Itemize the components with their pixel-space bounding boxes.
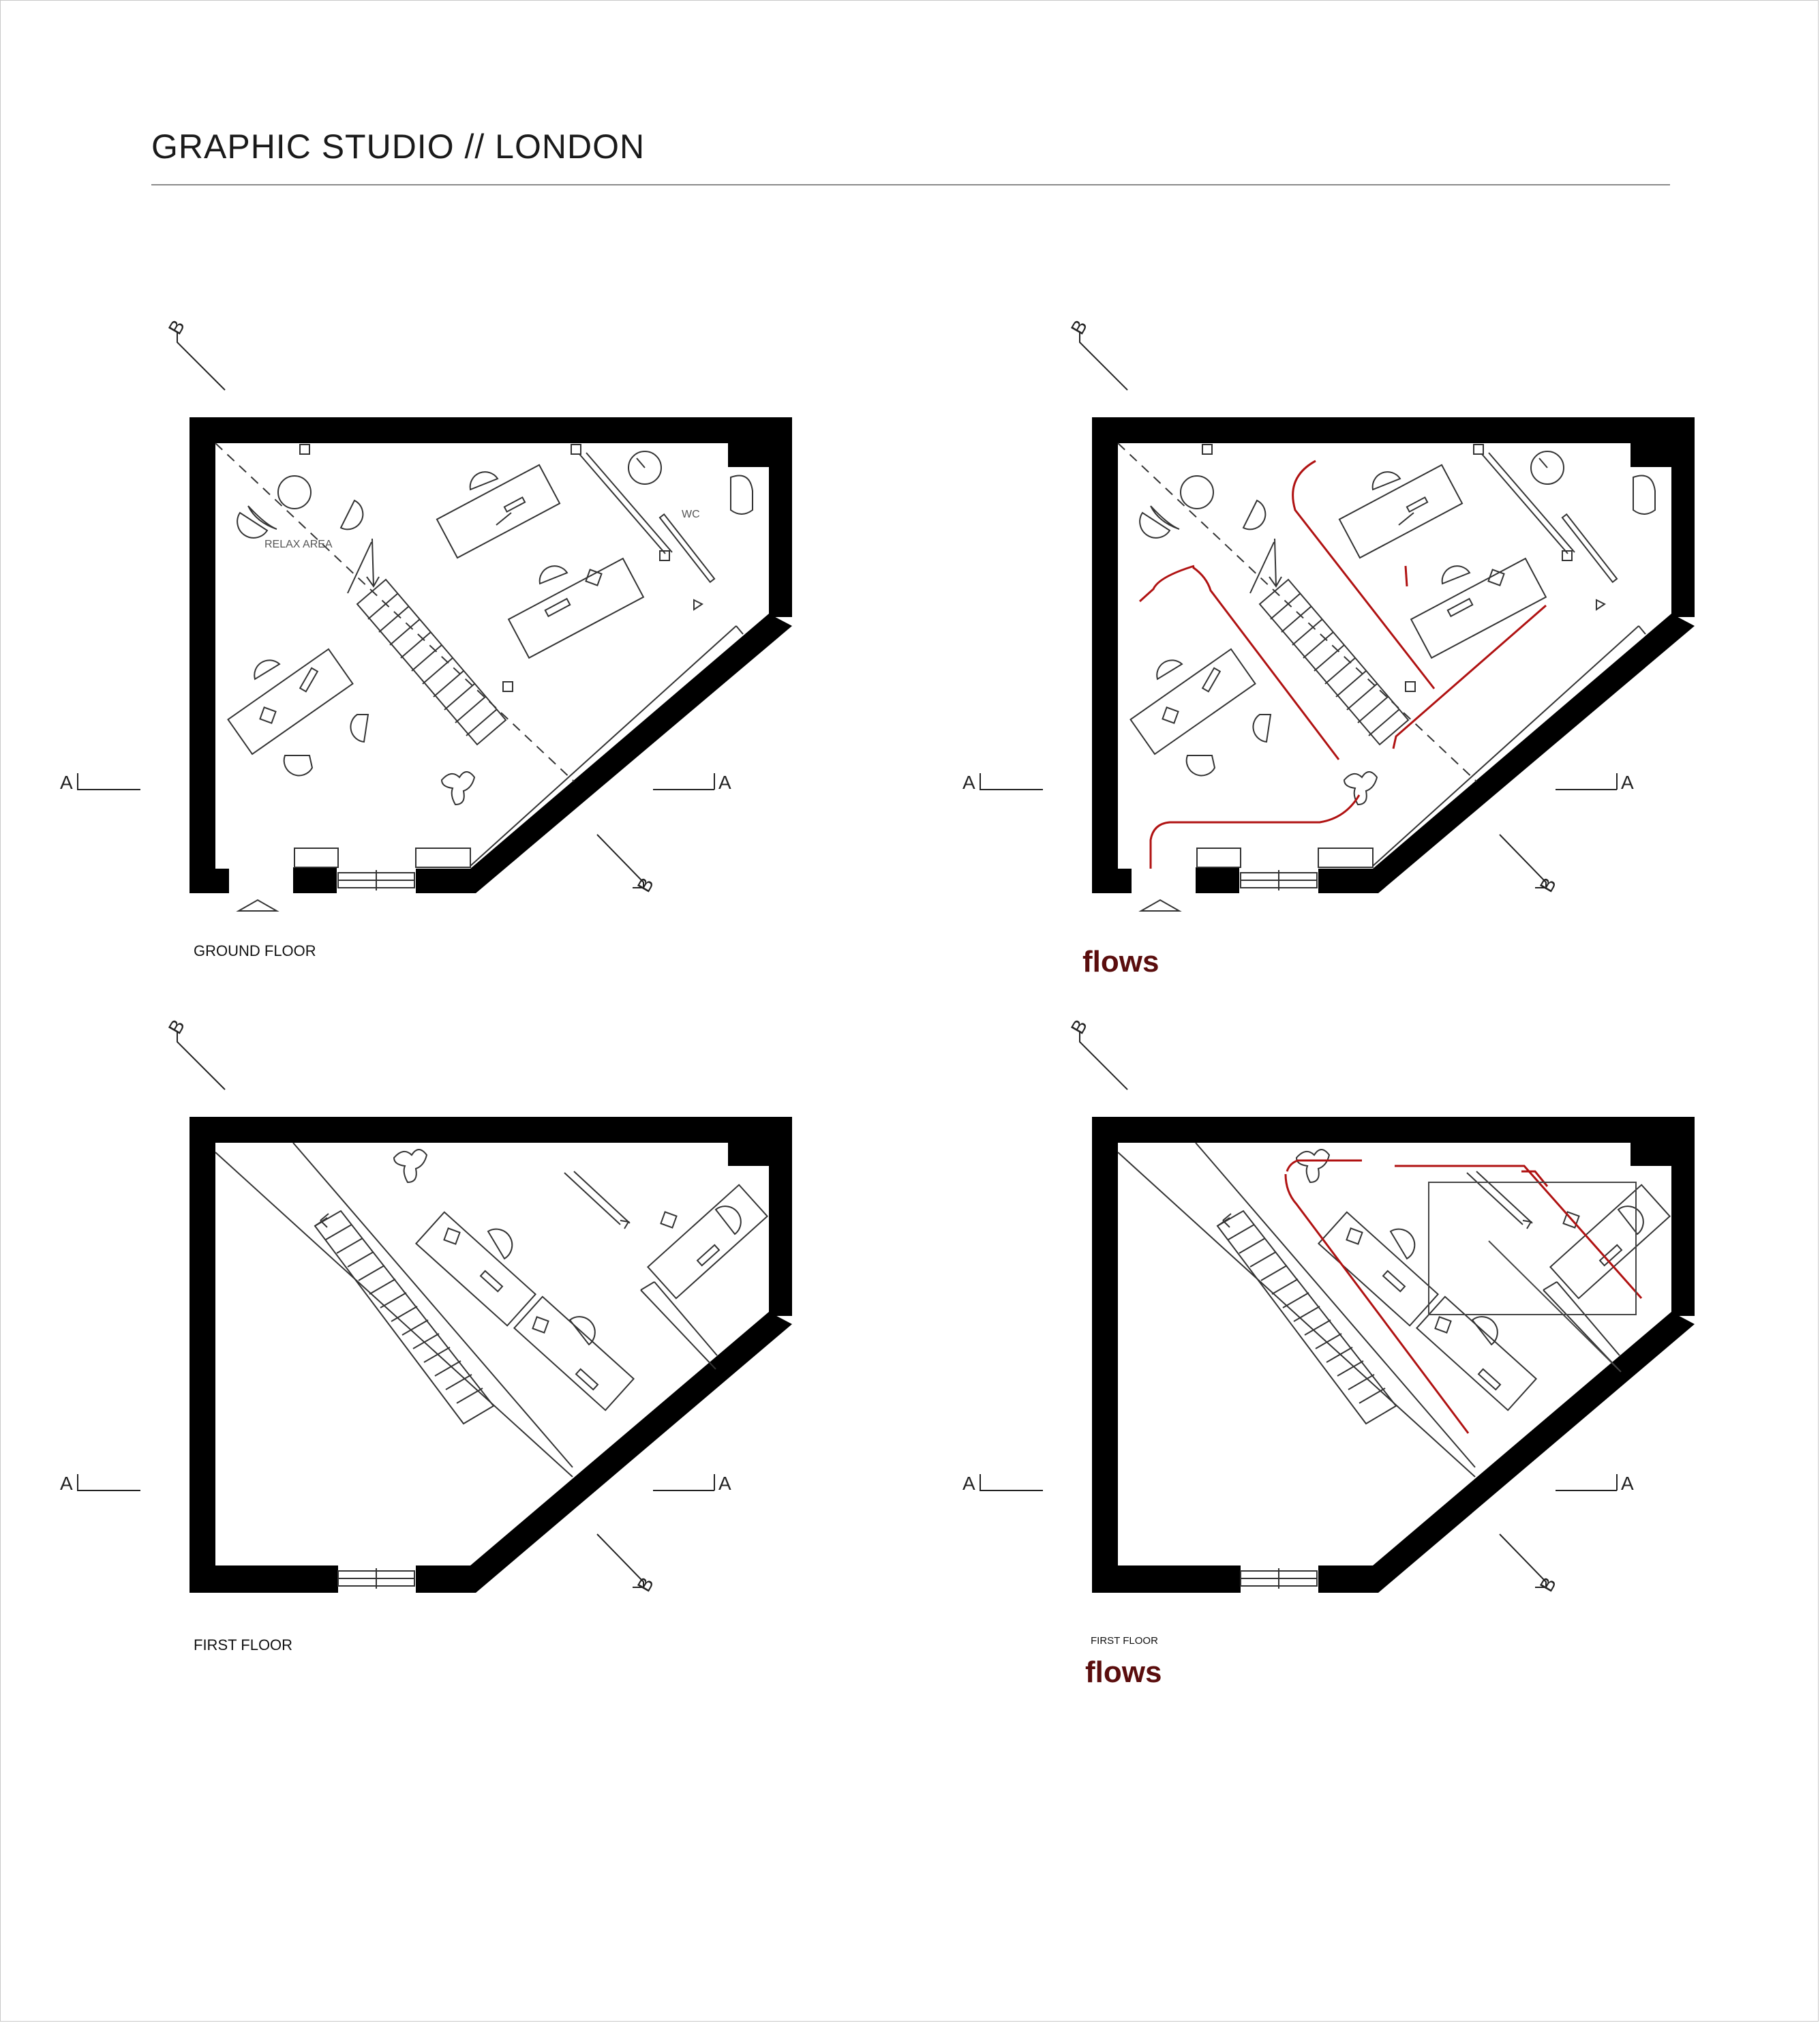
first-floor-plan — [78, 1031, 792, 1593]
section-mark-a: A — [962, 1473, 975, 1494]
ground-floor-plan — [78, 331, 792, 911]
section-mark-b: B — [164, 316, 189, 338]
ground-flow-lines — [1140, 461, 1546, 869]
section-mark-b: B — [1535, 873, 1561, 896]
relax-area-label: RELAX AREA — [264, 539, 333, 550]
section-mark-a: A — [60, 772, 73, 793]
section-mark-b: B — [633, 1573, 658, 1595]
first-floor-caption: FIRST FLOOR — [194, 1636, 293, 1653]
section-mark-a: A — [1621, 772, 1634, 793]
section-mark-a: A — [1621, 1473, 1634, 1494]
first-floor-flows-plan — [980, 1031, 1695, 1593]
section-mark-a: A — [718, 772, 731, 793]
ground-floor-flows-plan — [980, 331, 1695, 911]
section-mark-b: B — [1066, 1015, 1092, 1038]
section-mark-a: A — [962, 772, 975, 793]
wc-label: WC — [682, 509, 700, 520]
section-mark-b: B — [164, 1015, 189, 1038]
section-mark-a: A — [60, 1473, 73, 1494]
ground-floor-caption: GROUND FLOOR — [194, 942, 316, 959]
sheet-title: GRAPHIC STUDIO // LONDON — [151, 128, 646, 166]
section-mark-a: A — [718, 1473, 731, 1494]
first-floor-flows-caption: flows — [1085, 1655, 1162, 1689]
first-floor-flows-small-caption: FIRST FLOOR — [1091, 1635, 1158, 1647]
section-mark-b: B — [1066, 316, 1092, 338]
ground-floor-flows-caption: flows — [1082, 945, 1159, 978]
first-highlight-box — [1429, 1182, 1636, 1372]
section-mark-b: B — [633, 873, 658, 896]
section-mark-b: B — [1535, 1573, 1561, 1595]
